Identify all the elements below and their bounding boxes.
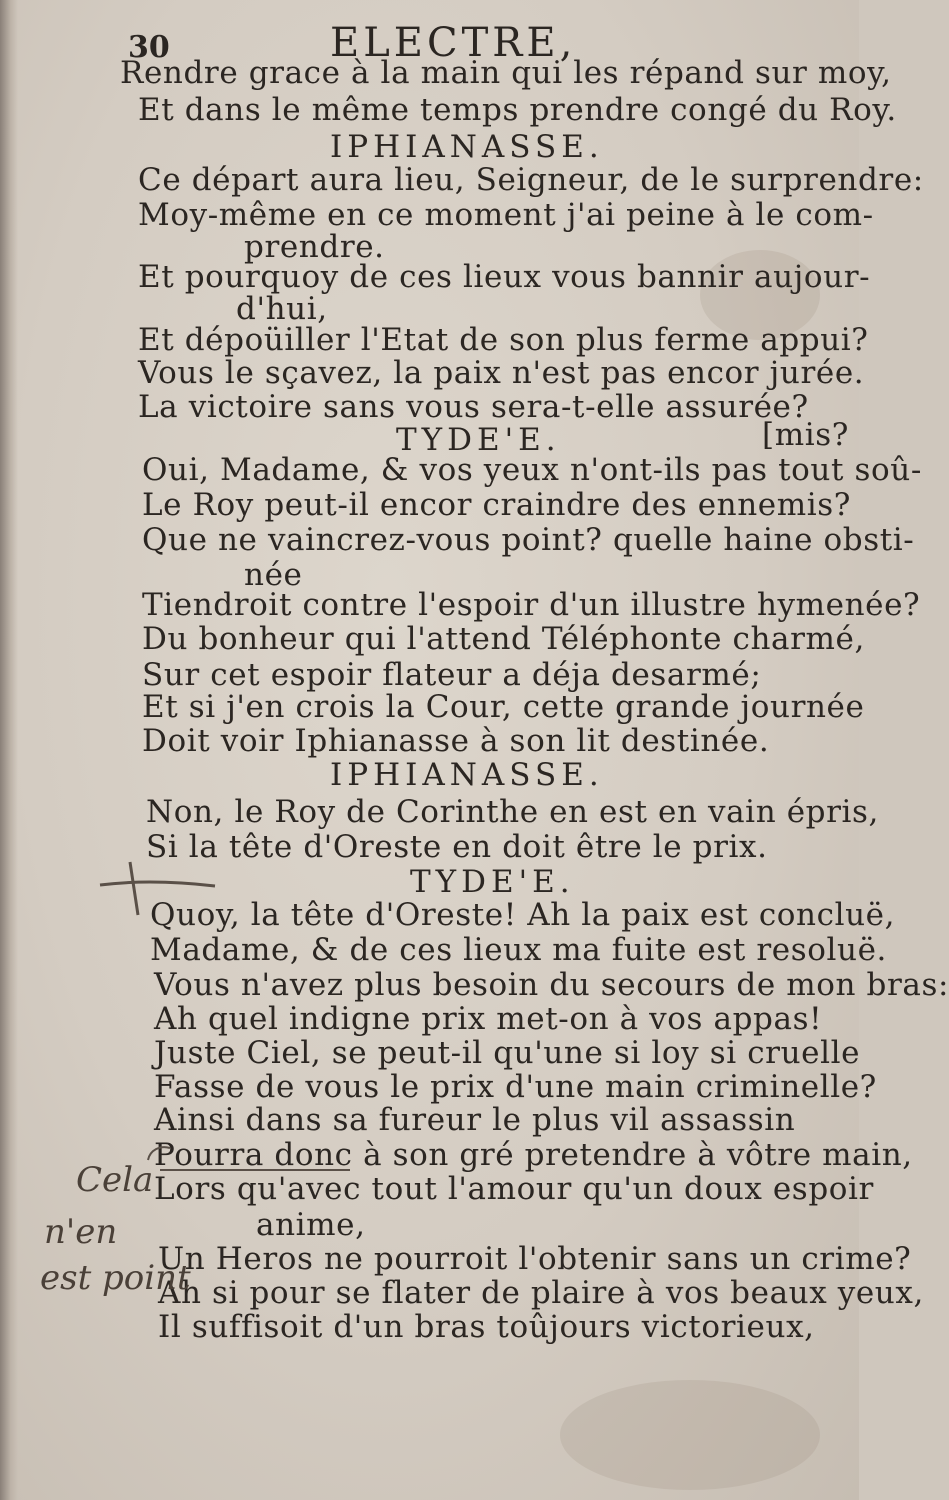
verse-line: anime, bbox=[256, 1207, 366, 1243]
verse-line: née bbox=[244, 557, 303, 593]
margin-note: n'en bbox=[44, 1212, 118, 1252]
verse-line: Quoy, la tête d'Oreste! Ah la paix est concluë, bbox=[150, 897, 896, 933]
verse-line: Si la tête d'Oreste en doit être le prix. bbox=[146, 829, 768, 865]
verse-line: Vous le sçavez, la paix n'est pas encor jurée. bbox=[138, 355, 865, 391]
verse-line: Pourra donc à son gré pretendre à vôtre main, bbox=[154, 1137, 913, 1173]
verse-line: Et dépoüiller l'Etat de son plus ferme appui? bbox=[138, 322, 869, 358]
verse-line: Le Roy peut-il encor craindre des ennemis? bbox=[142, 487, 851, 523]
verse-line: Lors qu'avec tout l'amour qu'un doux espoir bbox=[154, 1171, 874, 1207]
verse-line: prendre. bbox=[244, 229, 385, 265]
verse-line: Et pourquoy de ces lieux vous bannir aujour- bbox=[138, 259, 871, 295]
verse-line: La victoire sans vous sera-t-elle assurée? bbox=[138, 389, 809, 425]
verse-line: Moy-même en ce moment j'ai peine à le com- bbox=[138, 197, 874, 233]
verse-line: Non, le Roy de Corinthe en est en vain épris, bbox=[146, 794, 880, 830]
catchword: [mis? bbox=[762, 417, 849, 453]
verse-line: Ainsi dans sa fureur le plus vil assassin bbox=[154, 1102, 796, 1138]
verse-line: Tiendroit contre l'espoir d'un illustre hymenée? bbox=[142, 587, 921, 623]
verse-line: Sur cet espoir flateur a déja desarmé; bbox=[142, 657, 762, 693]
verse-line: Madame, & de ces lieux ma fuite est resoluë. bbox=[150, 932, 887, 968]
verse-line: Un Heros ne pourroit l'obtenir sans un crime? bbox=[158, 1241, 912, 1277]
speaker-name: TYDE'E. bbox=[396, 422, 561, 458]
verse-line: Et si j'en crois la Cour, cette grande journée bbox=[142, 689, 865, 725]
verse-line: Et dans le même temps prendre congé du Roy. bbox=[138, 92, 897, 128]
verse-line: Doit voir Iphianasse à son lit destinée. bbox=[142, 723, 770, 759]
verse-line: Du bonheur qui l'attend Téléphonte charmé, bbox=[142, 621, 865, 657]
margin-note: est point bbox=[40, 1258, 191, 1298]
verse-line: d'hui, bbox=[236, 291, 328, 327]
margin-note: Cela bbox=[76, 1160, 154, 1200]
verse-line: Fasse de vous le prix d'une main criminelle? bbox=[154, 1069, 877, 1105]
page-number: 30 bbox=[128, 30, 170, 65]
running-title: ELECTRE, bbox=[330, 20, 577, 66]
verse-line: Il suffisoit d'un bras toûjours victorieux, bbox=[158, 1309, 815, 1345]
verse-line: Vous n'avez plus besoin du secours de mon bras: bbox=[154, 967, 949, 1003]
verse-line: Que ne vaincrez-vous point? quelle haine obsti- bbox=[142, 522, 915, 558]
speaker-name: IPHIANASSE. bbox=[330, 757, 604, 793]
speaker-name: TYDE'E. bbox=[410, 864, 575, 900]
verse-line: Ce départ aura lieu, Seigneur, de le surprendre: bbox=[138, 162, 924, 198]
verse-line: Ah quel indigne prix met-on à vos appas! bbox=[154, 1001, 823, 1037]
verse-line: Rendre grace à la main qui les répand sur moy, bbox=[120, 55, 892, 91]
verse-line: Juste Ciel, se peut-il qu'une si loy si cruelle bbox=[154, 1035, 861, 1071]
speaker-name: IPHIANASSE. bbox=[330, 129, 604, 165]
verse-line: Oui, Madame, & vos yeux n'ont-ils pas tout soû- bbox=[142, 452, 922, 488]
verse-line: Ah si pour se flater de plaire à vos beaux yeux, bbox=[158, 1275, 924, 1311]
